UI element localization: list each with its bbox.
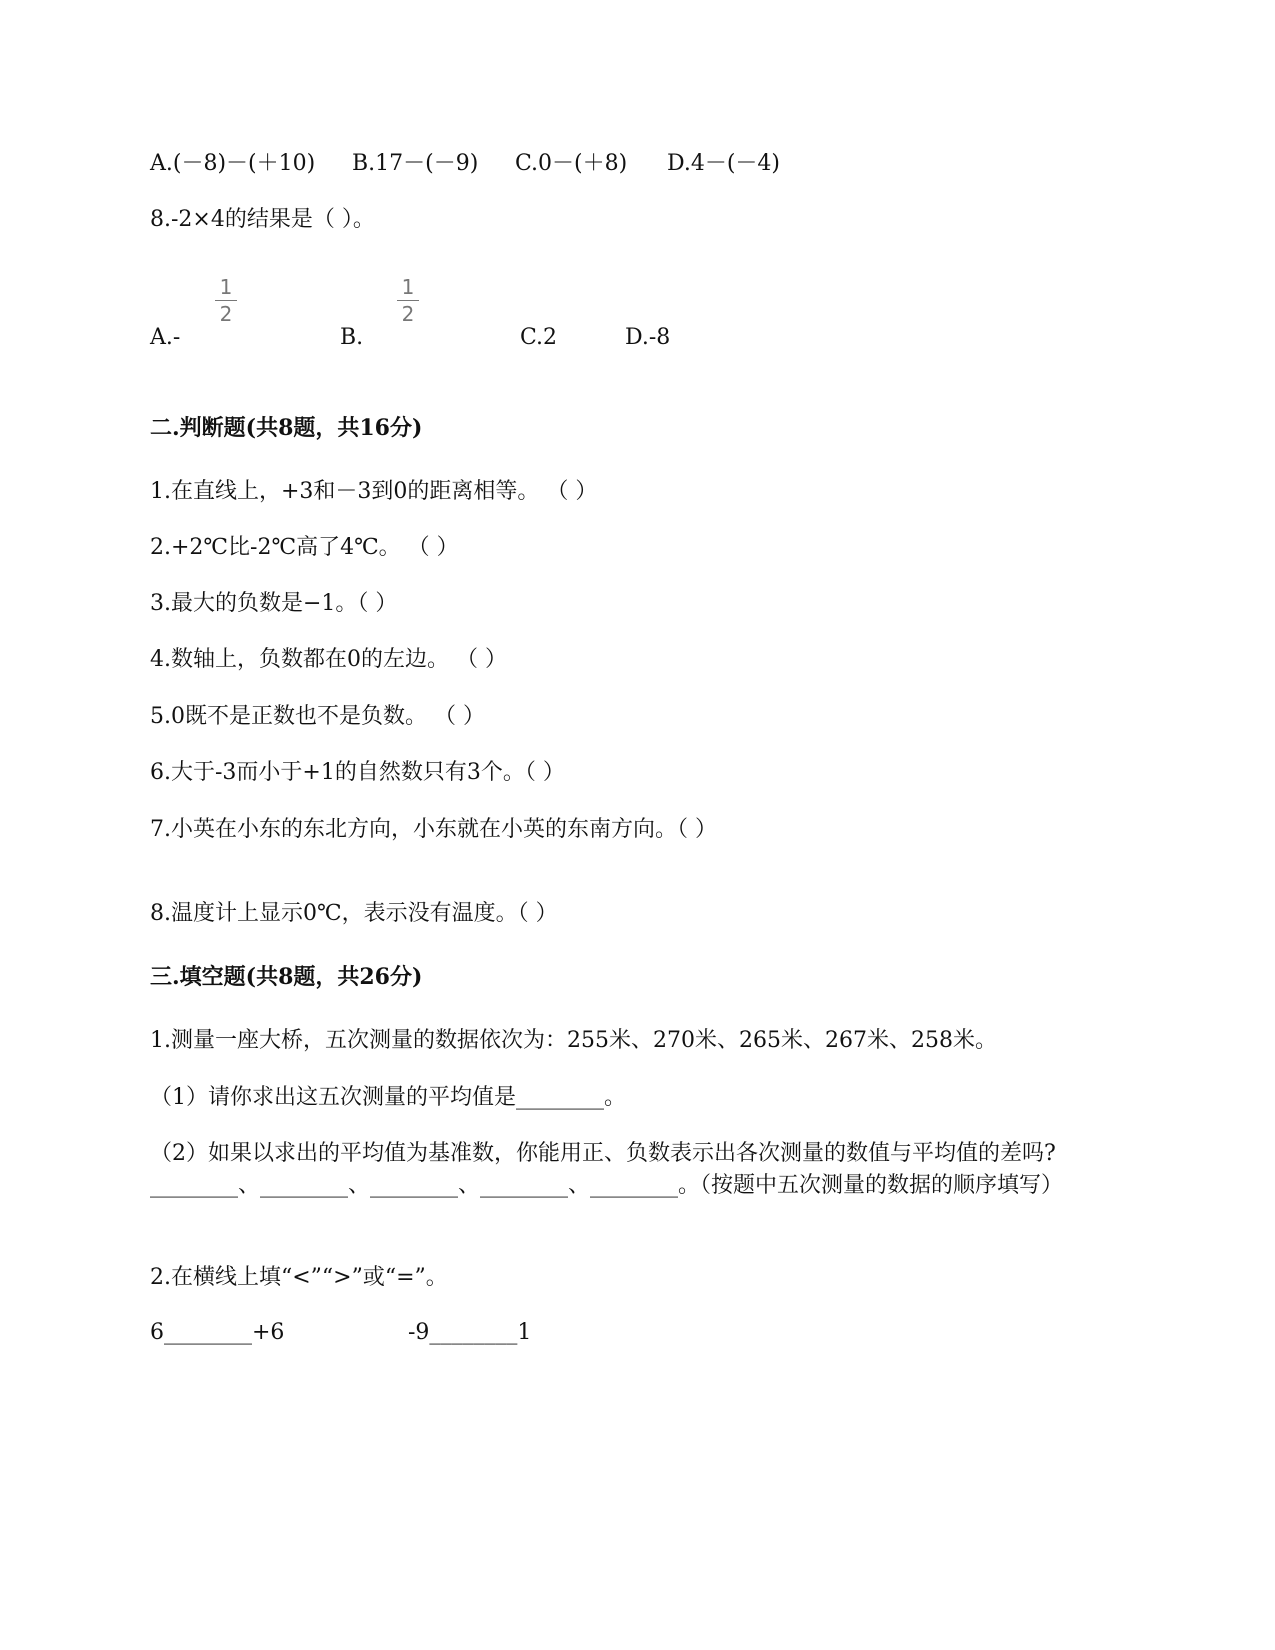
judge-item-7: 7.小英在小东的东北方向，小东就在小英的东南方向。（ ） [150, 817, 717, 842]
section3-title: 三.填空题(共8题，共26分) [150, 964, 423, 990]
q8-option-c: C.2 [520, 325, 558, 350]
q8-option-a-prefix: A.- [150, 325, 181, 350]
q8-option-a-fraction [215, 276, 237, 325]
q8-option-b-prefix: B. [340, 325, 364, 350]
fraction-bar [215, 300, 237, 301]
judge-item-6: 6.大于-3而小于+1的自然数只有3个。（ ） [150, 760, 565, 785]
q7-option-d: D.4－(－4) [667, 151, 781, 176]
fill-q2-left: 6________+6 [150, 1320, 285, 1345]
fraction-numerator: 1 [401, 275, 415, 299]
fraction-denominator: 2 [401, 302, 415, 326]
q8-option-d: D.-8 [625, 325, 671, 350]
q7-option-c: C.0－(＋8) [515, 151, 628, 176]
judge-item-1: 1.在直线上，+3和－3到0的距离相等。 （ ） [150, 479, 598, 504]
fraction-denominator: 2 [219, 302, 233, 326]
judge-item-3: 3.最大的负数是−1。（ ） [150, 591, 398, 616]
q7-option-a: A.(－8)－(＋10) [150, 151, 316, 176]
section2-title: 二.判断题(共8题，共16分) [150, 415, 423, 441]
fraction-bar [397, 300, 419, 301]
fill-q1-part2: （2）如果以求出的平均值为基准数，你能用正、负数表示出各次测量的数值与平均值的差吗?________、________、________、________、________。（按题中五次测量的数据的顺序填写） [150, 1141, 1064, 1198]
judge-item-2: 2.+2℃比-2℃高了4℃。 （ ） [150, 535, 459, 560]
q7-option-b: B.17－(－9) [352, 151, 479, 176]
fill-q2-right: -9________1 [408, 1320, 532, 1345]
fraction-numerator: 1 [219, 275, 233, 299]
q8-option-b-fraction [397, 276, 419, 325]
judge-item-4: 4.数轴上，负数都在0的左边。 （ ） [150, 647, 507, 672]
fill-q2: 2.在横线上填“<”“>”或“=”。 [150, 1265, 448, 1290]
judge-item-8: 8.温度计上显示0℃，表示没有温度。（ ） [150, 901, 558, 926]
fill-q1: 1.测量一座大桥，五次测量的数据依次为：255米、270米、265米、267米、258米。 [150, 1028, 997, 1053]
q8-stem: 8.-2×4的结果是（ ）。 [150, 207, 375, 232]
fill-q1-part1: （1）请你求出这五次测量的平均值是________。 [150, 1085, 626, 1110]
judge-item-5: 5.0既不是正数也不是负数。 （ ） [150, 704, 485, 729]
